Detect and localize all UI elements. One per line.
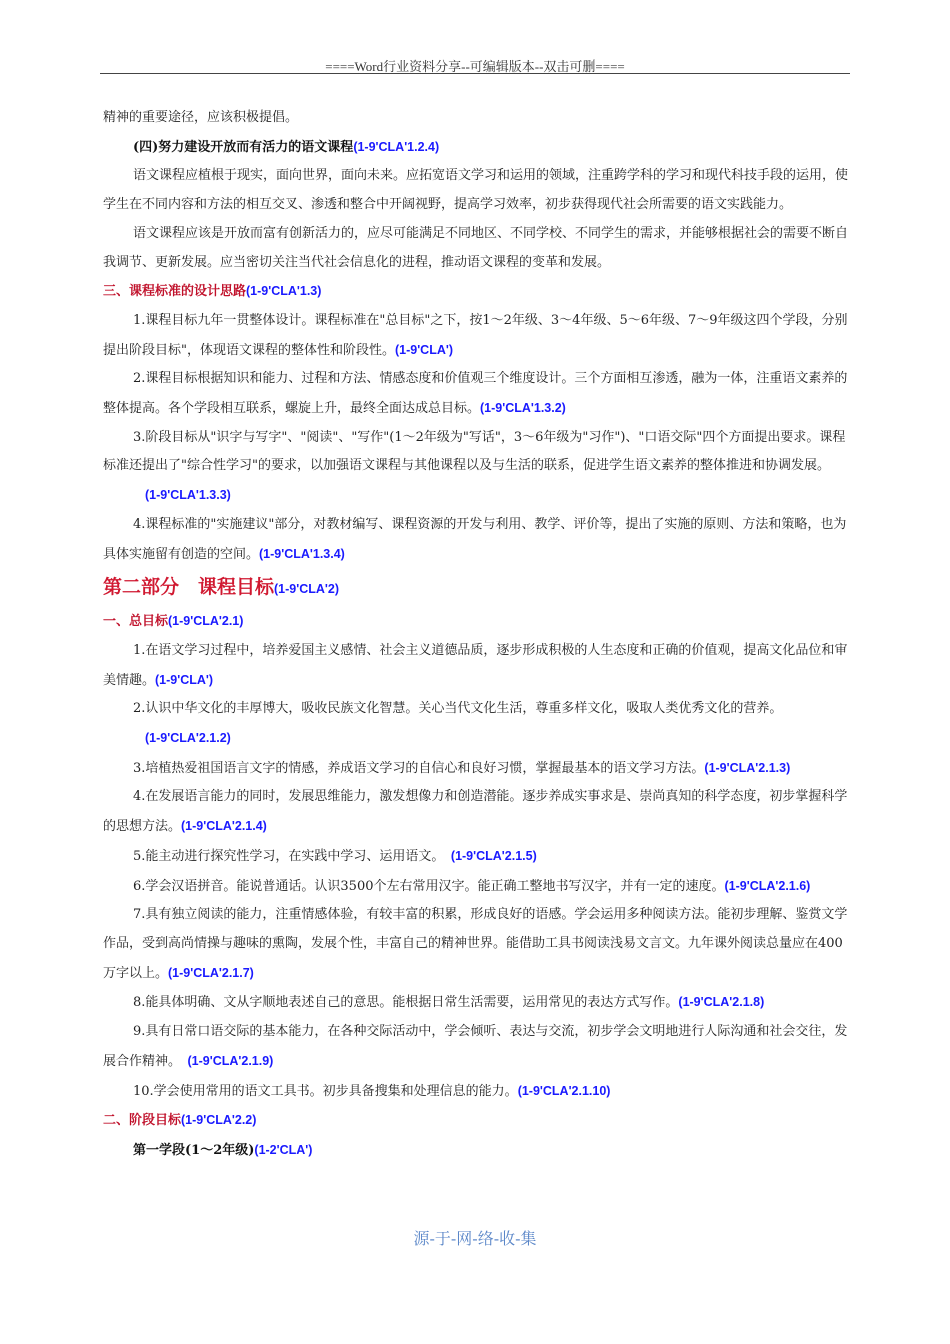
paragraph-text: 3.培植热爱祖国语言文字的情感，养成语文学习的自信心和良好习惯，掌握最基本的语文学习方法。 <box>133 760 705 776</box>
document-body <box>103 104 849 1166</box>
paragraph <box>103 511 849 569</box>
paragraph <box>103 220 849 277</box>
header-rule <box>100 73 850 74</box>
standard-code: (1-9'CLA'2.1.6) <box>724 878 811 893</box>
paragraph-text: 语文课程应植根于现实，面向世界，面向未来。应拓宽语文学习和运用的领域，注重跨学科的学习和现代科技手段的运用，使学生在不同内容和方法的相互交叉、渗透和整合中开阔视野，提高学习效率，初步获得现代社会所需要的语文实践能力。 <box>103 168 849 213</box>
section-heading <box>103 1106 849 1136</box>
paragraph-text: 2.课程目标根据知识和能力、过程和方法、情感态度和价值观三个维度设计。三个方面相互渗透，融为一体，注重语文素养的整体提高。各个学段相互联系，螺旋上升，最终全面达成总目标。 <box>103 371 848 417</box>
section-heading-text: 三、课程标准的设计思路 <box>103 284 247 300</box>
paragraph-text: 7.具有独立阅读的能力，注重情感体验，有较丰富的积累，形成良好的语感。学会运用多种阅读方法。能初步理解、鉴赏文学作品，受到高尚情操与趣味的熏陶，发展个性，丰富自己的精神世界。能借助工具书阅读浅易文言文。九年课外阅读总量应在400万字以上。 <box>103 907 848 981</box>
paragraph-text: 精神的重要途径，应该积极提倡。 <box>103 110 299 125</box>
paragraph <box>103 424 849 481</box>
paragraph-text: 8.能具体明确、文从字顺地表述自己的意思。能根据日常生活需要，运用常见的表达方式写作。 <box>133 995 679 1011</box>
standard-code: (1-9'CLA'1.3.2) <box>480 401 566 416</box>
sub-heading <box>103 133 849 163</box>
standard-code: (1-9'CLA'1.3.3) <box>145 488 231 503</box>
paragraph-text: 2.认识中华文化的丰厚博大，吸收民族文化智慧。关心当代文化生活，尊重多样文化，吸取人类优秀文化的营养。 <box>133 701 783 717</box>
standard-code: (1-9'CLA'2.1.4) <box>181 819 267 834</box>
standard-code: (1-9'CLA'2.1.9) <box>187 1053 274 1068</box>
paragraph-text: 10.学会使用常用的语文工具书。初步具备搜集和处理信息的能力。 <box>133 1083 518 1099</box>
paragraph-text: 1.在语文学习过程中，培养爱国主义感情、社会主义道德品质，逐步形成积极的人生态度和正确的价值观，提高文化品位和审美情趣。 <box>103 642 848 688</box>
paragraph <box>103 307 849 365</box>
paragraph-text: 语文课程应该是开放而富有创新活力的，应尽可能满足不同地区、不同学校、不同学生的需求，并能够根据社会的需要不断自我调节、更新发展。应当密切关注当代社会信息化的进程，推动语文课程的变革和发展。 <box>103 225 849 270</box>
paragraph-text: 3.阶段目标从"识字与写字"、"阅读"、"写作"(1～2年级为"写话"，3～6年级为"习作")、"口语交际"四个方面提出要求。课程标准还提出了"综合性学习"的要求，以加强语文课程与其他课程以及与生活的联系，促进学生语文素养的整体推进和协调发展。 <box>103 429 846 474</box>
part-heading <box>103 573 849 603</box>
part-heading-text: 第二部分 课程目标 <box>103 576 275 599</box>
paragraph <box>103 637 849 695</box>
paragraph <box>103 988 849 1018</box>
section-heading <box>103 277 849 307</box>
paragraph-text: 6.学会汉语拼音。能说普通话。认识3500个左右常用汉字。能正确工整地书写汉字，并有一定的速度。 <box>133 878 725 894</box>
standard-code: (1-9'CLA'2.1.3) <box>704 760 791 775</box>
paragraph <box>103 1077 849 1107</box>
paragraph-text: 4.课程标准的"实施建议"部分，对教材编写、课程资源的开发与利用、教学、评价等，提出了实施的原则、方法和策略，也为具体实施留有创造的空间。 <box>103 516 847 562</box>
standard-code: (1-2'CLA') <box>254 1142 313 1157</box>
page-header: ====Word行业资料分享--可编辑版本--双击可删==== <box>325 59 625 74</box>
standard-code: (1-9'CLA'2.1.5) <box>450 848 537 863</box>
code-line <box>103 724 849 754</box>
standard-code: (1-9'CLA') <box>394 342 454 357</box>
paragraph <box>103 1018 849 1076</box>
standard-code: (1-9'CLA'2.1.2) <box>145 731 231 746</box>
standard-code: (1-9'CLA'2.1.8) <box>678 995 765 1010</box>
page-footer: 源-于-网-络-收-集 <box>413 1229 537 1248</box>
paragraph <box>103 901 849 988</box>
standard-code: (1-9'CLA'1.3) <box>246 284 322 299</box>
standard-code: (1-9'CLA'1.2.4) <box>353 139 440 154</box>
standard-code: (1-9'CLA'2.1.10) <box>517 1083 611 1098</box>
standard-code: (1-9'CLA'2.1.7) <box>168 965 254 980</box>
paragraph-text: 9.具有日常口语交际的基本能力，在各种交际活动中，学会倾听、表达与交流，初步学会文明地进行人际沟通和社会交往，发展合作精神。 <box>103 1024 848 1069</box>
paragraph <box>103 872 849 902</box>
paragraph <box>103 365 849 423</box>
paragraph <box>103 754 849 784</box>
sub-heading <box>103 1136 849 1166</box>
paragraph <box>103 783 849 841</box>
paragraph-text: 5.能主动进行探究性学习，在实践中学习、运用语文。 <box>133 848 451 864</box>
sub-heading-text: 第一学段(1～2年级) <box>133 1142 255 1158</box>
section-heading-text: 二、阶段目标 <box>103 1113 182 1129</box>
standard-code: (1-9'CLA'2.2) <box>181 1113 257 1128</box>
standard-code: (1-9'CLA'2) <box>274 582 339 597</box>
paragraph <box>103 104 849 133</box>
code-line <box>103 481 849 511</box>
paragraph-text: 1.课程目标九年一贯整体设计。课程标准在"总目标"之下，按1～2年级、3～4年级、5～6年级、7～9年级这四个学段，分别提出阶段目标"，体现语文课程的整体性和阶段性。 <box>103 312 848 358</box>
standard-code: (1-9'CLA'1.3.4) <box>259 546 345 561</box>
paragraph <box>103 842 849 872</box>
standard-code: (1-9'CLA') <box>155 672 214 687</box>
section-heading-text: 一、总目标 <box>103 614 169 630</box>
paragraph-text: 4.在发展语言能力的同时，发展思维能力，激发想像力和创造潜能。逐步养成实事求是、崇尚真知的科学态度，初步掌握科学的思想方法。 <box>103 789 848 835</box>
paragraph <box>103 162 849 219</box>
paragraph <box>103 695 849 724</box>
sub-heading-text: (四)努力建设开放而有活力的语文课程 <box>133 139 354 155</box>
standard-code: (1-9'CLA'2.1) <box>168 614 244 629</box>
section-heading <box>103 607 849 637</box>
